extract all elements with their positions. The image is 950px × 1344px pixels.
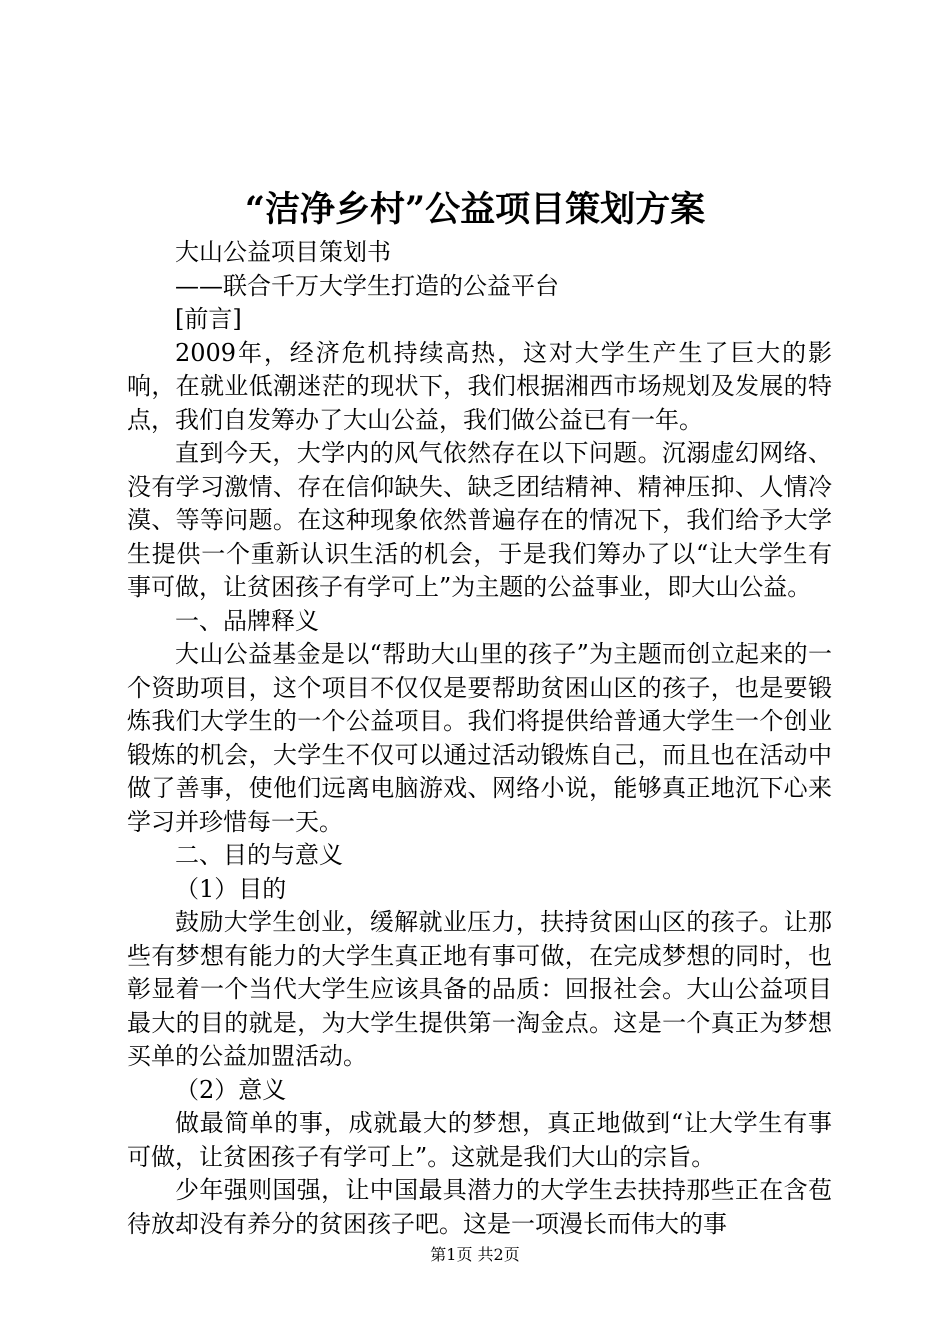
paragraph-tagline: ——联合千万大学生打造的公益平台 [175,271,559,300]
paragraph-preface-heading: [前言] [175,305,242,333]
paragraph: 鼓励大学生创业，缓解就业压力，扶持贫困山区的孩子。让那些有梦想有能力的大学生真正地有事可做，在完成梦想的同时，也彰显着一个当代大学生应该具备的品质：回报社会。大山公益项目最大的目的就是，为大学生提供第一淘金点。这是一个真正为梦想买单的公益加盟活动。 [127,908,832,1070]
document-body [127,236,832,1241]
paragraph: 2009年，经济危机持续高热，这对大学生产生了巨大的影响，在就业低潮迷茫的现状下，我们根据湘西市场规划及发展的特点，我们自发筹办了大山公益，我们做公益已有一年。 [127,338,832,434]
paragraph: 少年强则国强，让中国最具潜力的大学生去扶持那些正在含苞待放却没有养分的贫困孩子吧。这是一项漫长而伟大的事 [127,1176,832,1238]
subsection-heading: （2）意义 [175,1075,287,1104]
document-title: “洁净乡村”公益项目策划方案 [244,189,706,230]
paragraph: 大山公益基金是以“帮助大山里的孩子”为主题而创立起来的一个资助项目，这个项目不仅仅是要帮助贫困山区的孩子，也是要锻炼我们大学生的一个公益项目。我们将提供给普通大学生一个创业锻炼的机会，大学生不仅可以通过活动锻炼自己，而且也在活动中做了善事，使他们远离电脑游戏、网络小说，能够真正地沉下心来学习并珍惜每一天。 [127,640,832,836]
paragraph: 直到今天，大学内的风气依然存在以下问题。沉溺虚幻网络、没有学习激情、存在信仰缺失、缺乏团结精神、精神压抑、人情冷漠、等等问题。在这种现象依然普遍存在的情况下，我们给予大学生提供一个重新认识生活的机会，于是我们筹办了以“让大学生有事可做，让贫困孩子有学可上”为主题的公益事业，即大山公益。 [127,439,832,601]
paragraph-subtitle: 大山公益项目策划书 [175,238,391,266]
section-heading: 二、目的与意义 [175,841,343,869]
page-footer: 第1页 共2页 [430,1245,520,1264]
subsection-heading: （1）目的 [175,874,287,903]
paragraph: 做最简单的事，成就最大的梦想，真正地做到“让大学生有事可做，让贫困孩子有学可上”。这就是我们大山的宗旨。 [127,1109,832,1171]
section-heading: 一、品牌释义 [175,606,319,635]
